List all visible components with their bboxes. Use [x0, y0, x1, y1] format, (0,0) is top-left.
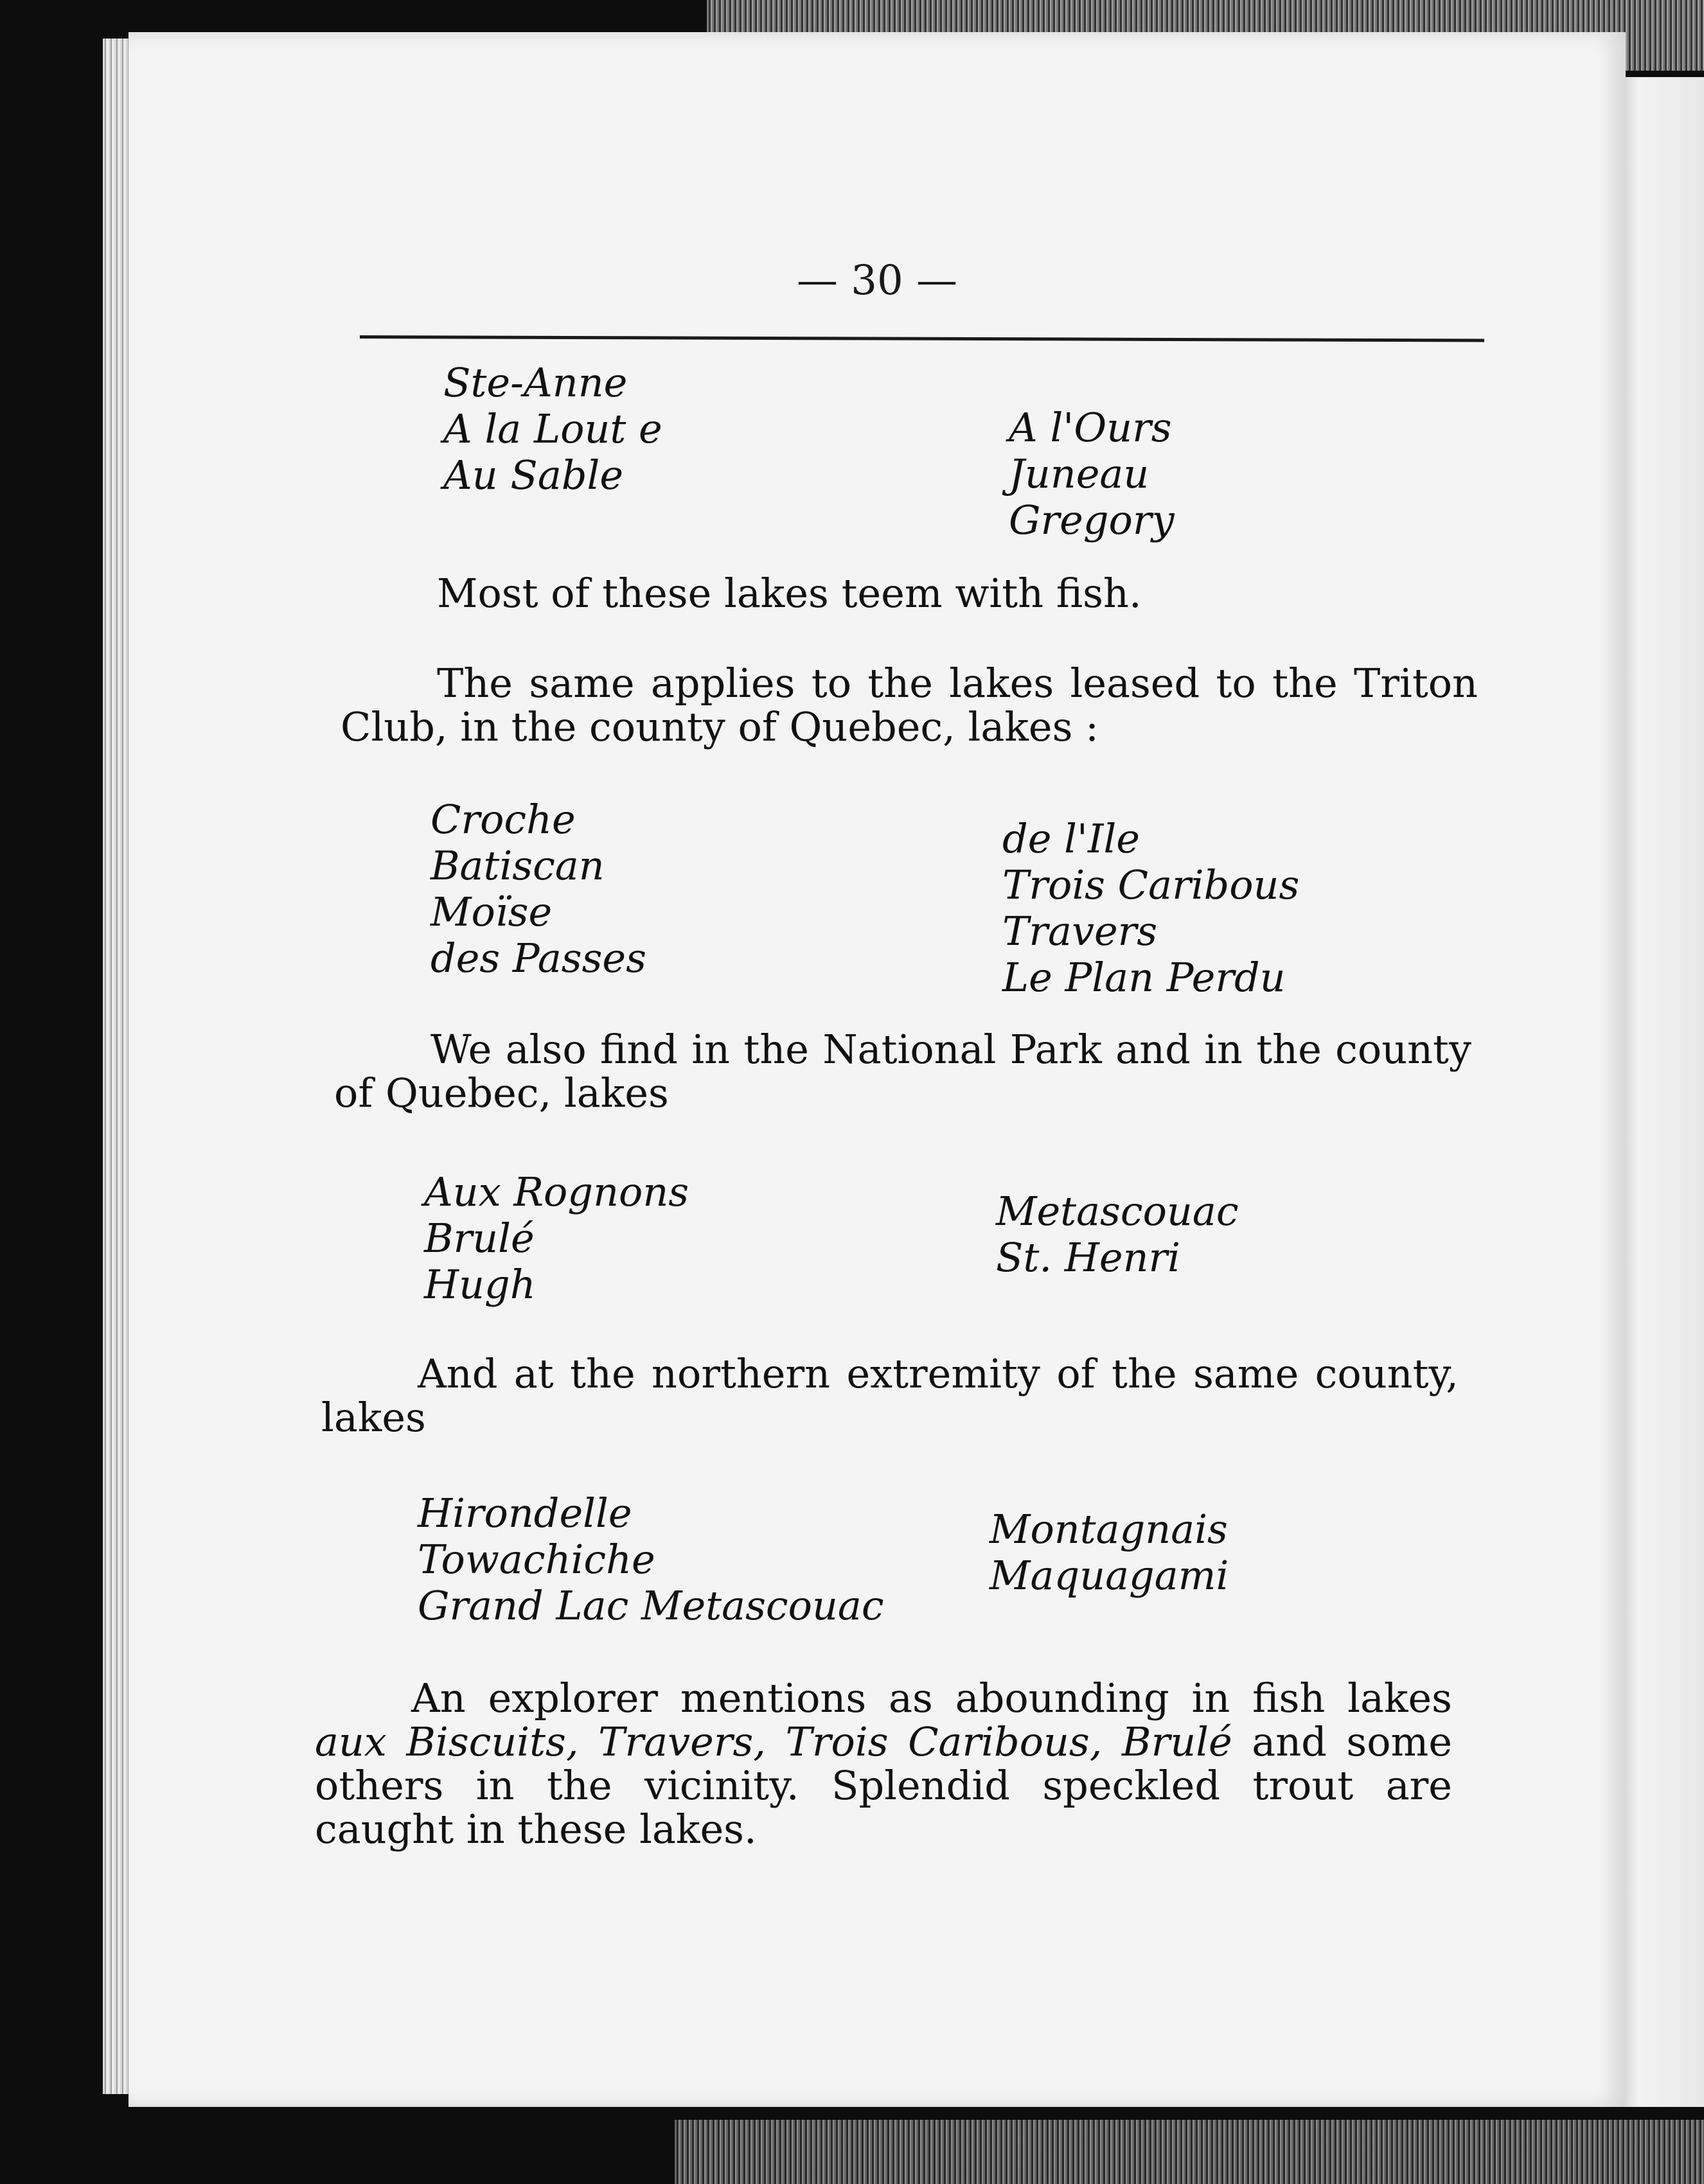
lake-list-1-left [443, 360, 662, 498]
lake-name: Le Plan Perdu [1002, 954, 1286, 1001]
lake-name: des Passes [430, 935, 646, 982]
lake-list-4-right [990, 1506, 1229, 1599]
italic-lake-name: Brulé [1122, 1718, 1232, 1765]
lake-list-2-left [430, 797, 646, 982]
lake-name: Trois Caribous [1002, 861, 1300, 908]
lake-name: Juneau [1009, 450, 1149, 497]
book-page [129, 32, 1626, 2107]
lake-name: Hirondelle [418, 1490, 632, 1537]
lake-name: Towachiche [418, 1536, 655, 1583]
paragraph-2 [341, 662, 1478, 749]
lake-name: A l'Ours [1009, 404, 1172, 451]
paragraph-3 [334, 1028, 1471, 1115]
lake-name: Brulé [424, 1215, 535, 1262]
lake-name: A la Lout e [443, 405, 662, 452]
italic-lake-name: Travers, [598, 1718, 766, 1765]
paragraph-2-text: The same applies to the lakes leased to the Triton Club, in the county of Quebec, lakes : [341, 660, 1478, 750]
lake-list-4-left [418, 1490, 884, 1629]
lake-name: Maquagami [990, 1552, 1229, 1599]
lake-name: St. Henri [996, 1234, 1180, 1281]
lake-name: Montagnais [990, 1506, 1228, 1553]
lake-name: Batiscan [430, 842, 605, 889]
lake-name: Travers [1002, 908, 1158, 955]
lake-list-3-left [424, 1169, 689, 1308]
lake-list-2-right [1002, 816, 1299, 1001]
lake-name: Hugh [424, 1261, 536, 1308]
paragraph-5-end: and some others in the vicinity. Splendid speckled trout are caught in these lakes. [315, 1718, 1453, 1853]
lake-name: Metascouac [996, 1188, 1239, 1235]
lake-list-3-right [996, 1188, 1239, 1281]
lake-name: Croche [430, 796, 576, 843]
header-rule [360, 335, 1484, 342]
background-band-bottom [675, 2120, 1704, 2184]
paragraph-3-text: We also find in the National Park and in the county of Quebec, lakes [334, 1026, 1471, 1116]
page-number: — 30 — [796, 257, 958, 304]
lake-name: Aux Rognons [424, 1168, 689, 1215]
paragraph-1: Most of these lakes teem with fish. [437, 570, 1142, 617]
lake-name: Moïse [430, 888, 553, 935]
italic-lake-name: Trois Caribous, [785, 1718, 1103, 1765]
paragraph-4 [321, 1352, 1459, 1440]
paragraph-4-text: And at the northern extremity of the same county, lakes [321, 1350, 1459, 1441]
italic-lake-name: aux Biscuits, [315, 1718, 579, 1765]
lake-name: de l'Ile [1002, 815, 1140, 862]
paragraph-5 [315, 1677, 1452, 1851]
paragraph-5-start: An explorer mentions as abounding in fish lakes [411, 1675, 1452, 1722]
lake-name: Grand Lac Metascouac [418, 1582, 884, 1629]
facing-page-edge [1619, 77, 1704, 2107]
lake-name: Gregory [1009, 497, 1175, 543]
lake-name: Ste-Anne [443, 359, 628, 406]
lake-list-1-right [1009, 405, 1175, 543]
lake-name: Au Sable [443, 452, 624, 498]
